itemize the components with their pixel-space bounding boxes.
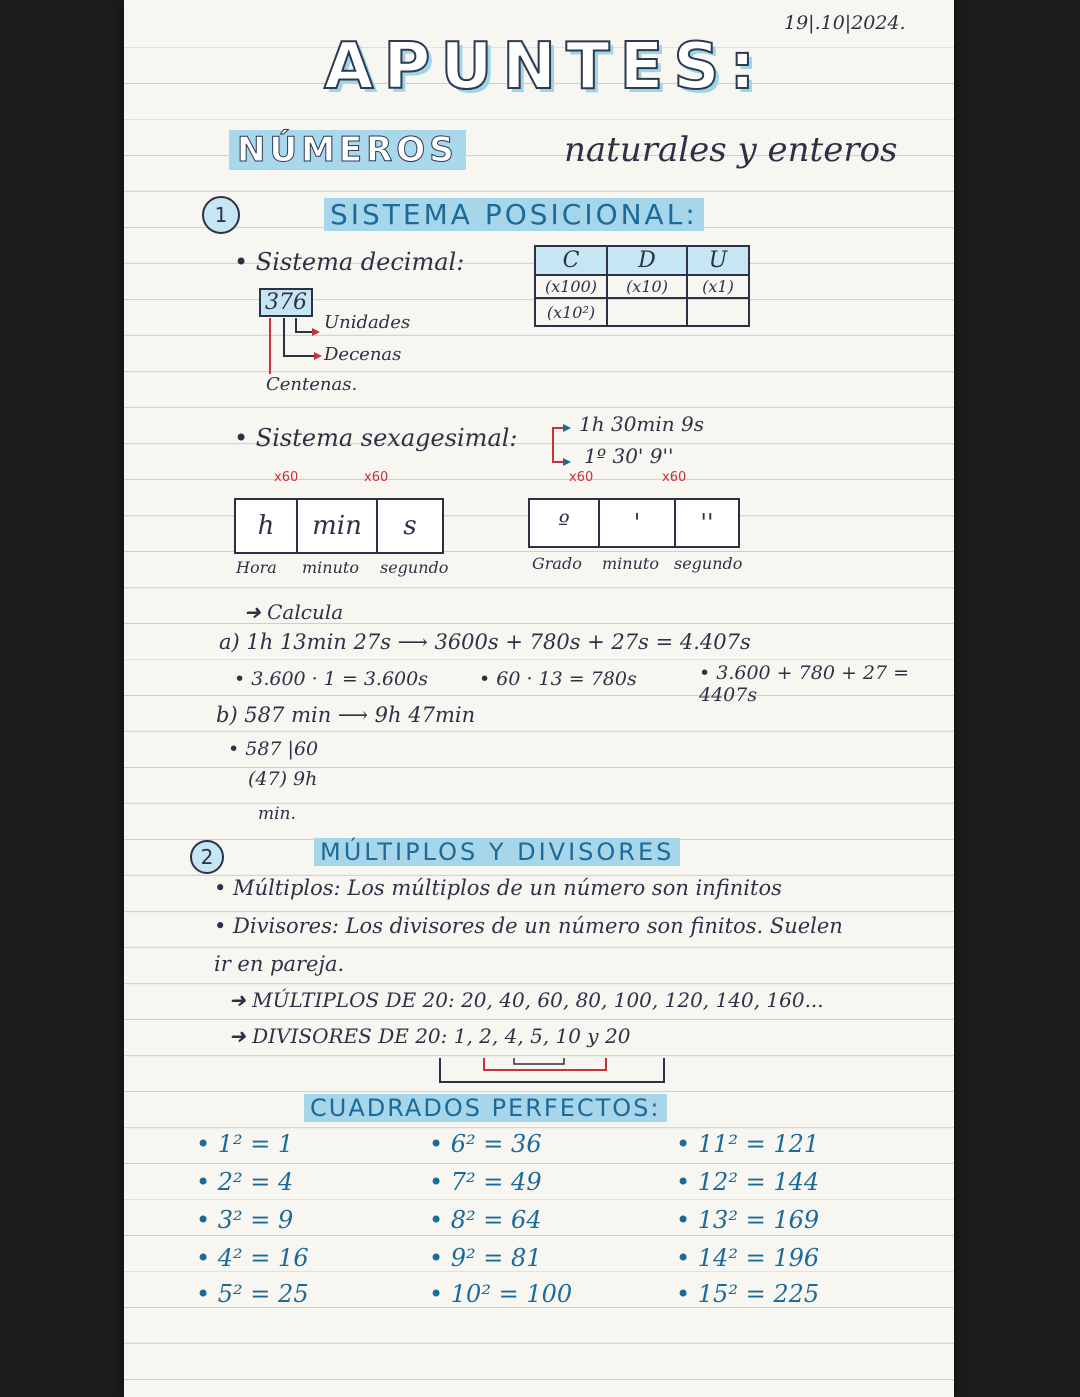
tens-label: Decenas [324, 344, 402, 365]
angle-name: minuto [602, 554, 659, 573]
decimal-label: • Sistema decimal: [234, 248, 465, 276]
square-item: • 14² = 196 [676, 1244, 820, 1272]
tens-arrow [284, 318, 314, 356]
square-item: • 3² = 9 [196, 1206, 294, 1234]
table-header-d: D [607, 246, 687, 275]
units-arrowhead [312, 328, 320, 336]
section-1-heading [324, 198, 704, 231]
section-2-number: 2 [190, 840, 224, 874]
squares-heading [304, 1094, 667, 1122]
time-name: Hora [236, 558, 277, 577]
table-cell [687, 298, 749, 326]
calc-a-sub1: • 3.600 · 1 = 3.600s [234, 668, 428, 690]
square-item: • 11² = 121 [676, 1130, 820, 1158]
multiplos-definition: • Múltiplos: Los múltiplos de un número son infinitos [214, 876, 782, 900]
sexagesimal-bracket [549, 422, 579, 472]
table-cell [607, 298, 687, 326]
arrow-icon: ➜ [244, 600, 268, 624]
hundreds-label: Centenas. [266, 374, 358, 395]
calc-b-div1: • 587 |60 [228, 738, 319, 760]
angle-cell: '' [700, 509, 714, 537]
divisores-definition-2: ir en pareja. [214, 952, 345, 976]
subtitle-highlight: NÚMEROS [229, 130, 466, 170]
divisor-pairs-bracket [434, 1052, 674, 1092]
notebook-page [124, 0, 954, 1397]
section-2-heading-text: MÚLTIPLOS Y DIVISORES [314, 838, 680, 866]
calc-b-line: b) 587 min ⟶ 9h 47min [216, 703, 476, 727]
time-name: segundo [380, 558, 449, 577]
mult-label: x60 [274, 470, 299, 485]
square-item: • 1² = 1 [196, 1130, 294, 1158]
calc-a-sub3: • 3.600 + 780 + 27 = 4407s [699, 662, 910, 706]
section-1-heading-text: SISTEMA POSICIONAL: [324, 198, 704, 231]
tens-arrowhead [314, 352, 322, 360]
sexagesimal-example-angle: 1º 30' 9'' [584, 444, 674, 468]
calc-b-div2: (47) 9h [248, 768, 318, 790]
angle-cell: º [530, 500, 600, 546]
square-item: • 10² = 100 [429, 1280, 573, 1308]
angle-units-box [528, 498, 740, 548]
time-cell: s [403, 511, 417, 541]
section-1-number: 1 [202, 196, 240, 234]
table-cell: (x10) [607, 275, 687, 298]
table-cell: (x100) [535, 275, 607, 298]
calc-b-div3: min. [258, 804, 296, 824]
calcula-label [244, 600, 343, 624]
time-units-box [234, 498, 444, 554]
table-header-c: C [535, 246, 607, 275]
positional-table-header [535, 246, 749, 275]
sexagesimal-label: • Sistema sexagesimal: [234, 424, 518, 452]
mult-label: x60 [364, 470, 389, 485]
time-name: minuto [302, 558, 359, 577]
positional-table-row [535, 298, 749, 326]
square-item: • 5² = 25 [196, 1280, 309, 1308]
date: 19|.10|2024. [784, 12, 906, 34]
angle-cell: ' [600, 500, 676, 546]
mult-label: x60 [569, 470, 594, 485]
mult-label: x60 [662, 470, 687, 485]
square-item: • 6² = 36 [429, 1130, 542, 1158]
divisores-definition-1: • Divisores: Los divisores de un número son finitos. Suelen [214, 914, 843, 938]
calc-a-line: a) 1h 13min 27s ⟶ 3600s + 780s + 27s = 4.407s [219, 630, 751, 654]
multiplos-example: ➜ MÚLTIPLOS DE 20: 20, 40, 60, 80, 100, 120, 140, 160... [229, 988, 824, 1012]
table-cell: (x10²) [535, 298, 607, 326]
positional-table [534, 245, 750, 327]
table-cell: (x1) [687, 275, 749, 298]
decimal-example [259, 288, 313, 317]
time-cell: min [298, 500, 378, 552]
table-header-u: U [687, 246, 749, 275]
subtitle-rest: naturales y enteros [564, 130, 898, 170]
time-cell: h [236, 500, 298, 552]
decimal-example-number: 376 [265, 290, 307, 315]
calcula-text: Calcula [267, 600, 344, 624]
positional-table-row [535, 275, 749, 298]
divisores-example: ➜ DIVISORES DE 20: 1, 2, 4, 5, 10 y 20 [229, 1024, 631, 1048]
calc-a-sub2: • 60 · 13 = 780s [479, 668, 637, 690]
squares-heading-text: CUADRADOS PERFECTOS: [304, 1094, 667, 1122]
square-item: • 12² = 144 [676, 1168, 820, 1196]
units-label: Unidades [324, 312, 411, 333]
square-item: • 13² = 169 [676, 1206, 820, 1234]
sexagesimal-example-time: 1h 30min 9s [579, 412, 704, 436]
square-item: • 2² = 4 [196, 1168, 294, 1196]
angle-name: segundo [674, 554, 743, 573]
square-item: • 8² = 64 [429, 1206, 542, 1234]
square-item: • 7² = 49 [429, 1168, 542, 1196]
square-item: • 9² = 81 [429, 1244, 542, 1272]
square-item: • 4² = 16 [196, 1244, 309, 1272]
square-item: • 15² = 225 [676, 1280, 820, 1308]
page-title: APUNTES: [324, 30, 766, 104]
section-2-heading [314, 838, 680, 866]
angle-name: Grado [532, 554, 582, 573]
units-arrow [296, 318, 312, 332]
